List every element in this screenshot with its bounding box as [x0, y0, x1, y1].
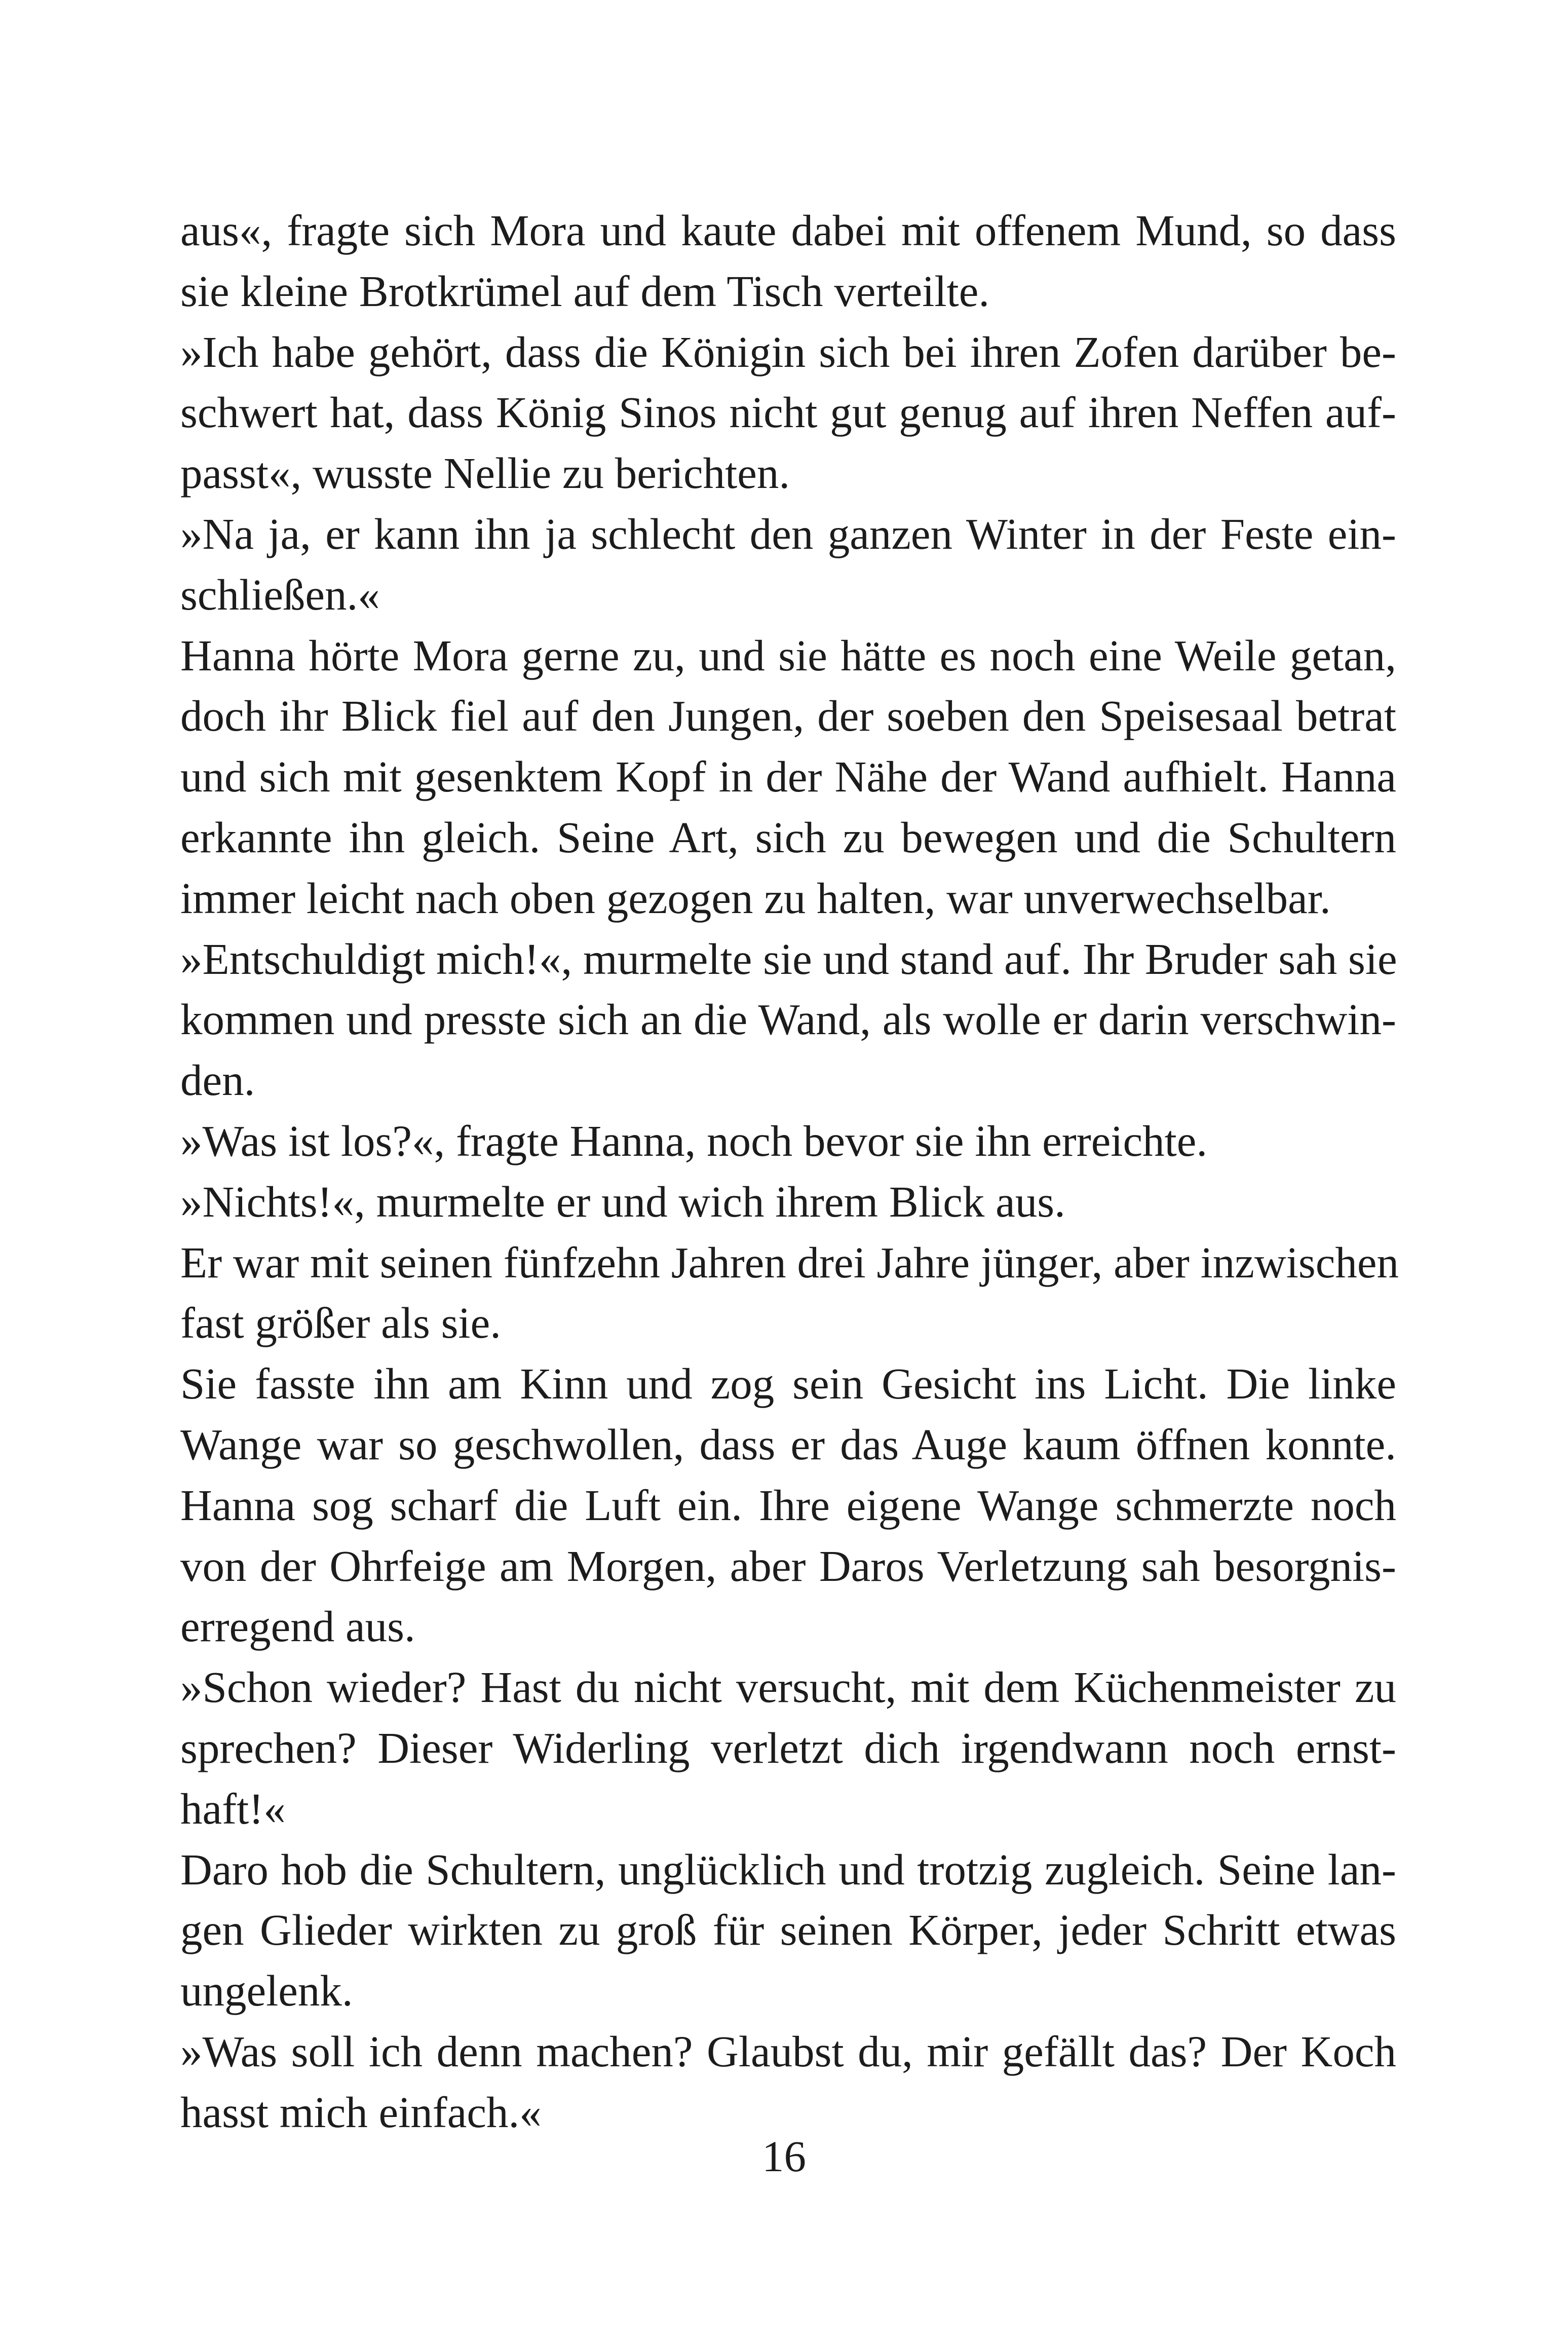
text-line: doch ihr Blick fiel auf den Jungen, der soeben den Speisesaal betrat: [180, 691, 1396, 741]
text-line: Hanna sog scharf die Luft ein. Ihre eigene Wange schmerzte noch: [180, 1480, 1396, 1530]
text-line: von der Ohrfeige am Morgen, aber Daros Verletzung sah besorgnis-: [180, 1541, 1396, 1591]
text-line: fast größer als sie.: [180, 1298, 501, 1348]
text-line: »Nichts!«, murmelte er und wich ihrem Blick aus.: [180, 1177, 1065, 1226]
text-line: »Na ja, er kann ihn ja schlecht den ganzen Winter in der Feste ein-: [180, 509, 1396, 558]
text-line: immer leicht nach oben gezogen zu halten, war unverwechselbar.: [180, 873, 1331, 923]
text-line: und sich mit gesenktem Kopf in der Nähe der Wand aufhielt. Hanna: [180, 752, 1396, 802]
text-line: Daro hob die Schultern, unglücklich und trotzig zugleich. Seine lan-: [180, 1844, 1396, 1894]
text-line: schwert hat, dass König Sinos nicht gut genug auf ihren Neffen auf-: [180, 388, 1396, 437]
text-line: erkannte ihn gleich. Seine Art, sich zu bewegen und die Schultern: [180, 812, 1396, 862]
text-line: passt«, wusste Nellie zu berichten.: [180, 448, 790, 498]
text-line: »Was ist los?«, fragte Hanna, noch bevor sie ihn erreichte.: [180, 1116, 1208, 1165]
text-line: gen Glieder wirkten zu groß für seinen Körper, jeder Schritt etwas: [180, 1905, 1396, 1955]
text-line: Hanna hörte Mora gerne zu, und sie hätte es noch eine Weile getan,: [180, 630, 1396, 680]
text-line: haft!«: [180, 1784, 286, 1833]
text-line: Wange war so geschwollen, dass er das Auge kaum öffnen konnte.: [180, 1419, 1396, 1469]
text-line: sprechen? Dieser Widerling verletzt dich irgendwann noch ernst-: [180, 1723, 1396, 1772]
text-line: »Entschuldigt mich!«, murmelte sie und stand auf. Ihr Bruder sah sie: [180, 934, 1397, 983]
body-text: [180, 200, 1399, 2143]
text-line: Sie fasste ihn am Kinn und zog sein Gesicht ins Licht. Die linke: [180, 1359, 1396, 1409]
text-line: »Ich habe gehört, dass die Königin sich bei ihren Zofen darüber be-: [180, 327, 1396, 376]
page-number: 16: [762, 2132, 806, 2181]
text-line: erregend aus.: [180, 1602, 415, 1651]
text-line: schließen.«: [180, 570, 380, 619]
text-line: aus«, fragte sich Mora und kaute dabei mit offenem Mund, so dass: [180, 206, 1396, 255]
text-line: Er war mit seinen fünfzehn Jahren drei Jahre jünger, aber inzwischen: [180, 1237, 1399, 1287]
text-line: »Schon wieder? Hast du nicht versucht, mit dem Küchenmeister zu: [180, 1662, 1396, 1712]
text-line: kommen und presste sich an die Wand, als wolle er darin verschwin-: [180, 995, 1396, 1044]
text-line: den.: [180, 1055, 255, 1105]
text-line: hasst mich einfach.«: [180, 2087, 542, 2137]
text-line: sie kleine Brotkrümel auf dem Tisch verteilte.: [180, 266, 990, 316]
text-line: ungelenk.: [180, 1966, 353, 2016]
text-line: »Was soll ich denn machen? Glaubst du, mir gefällt das? Der Koch: [180, 2026, 1396, 2076]
